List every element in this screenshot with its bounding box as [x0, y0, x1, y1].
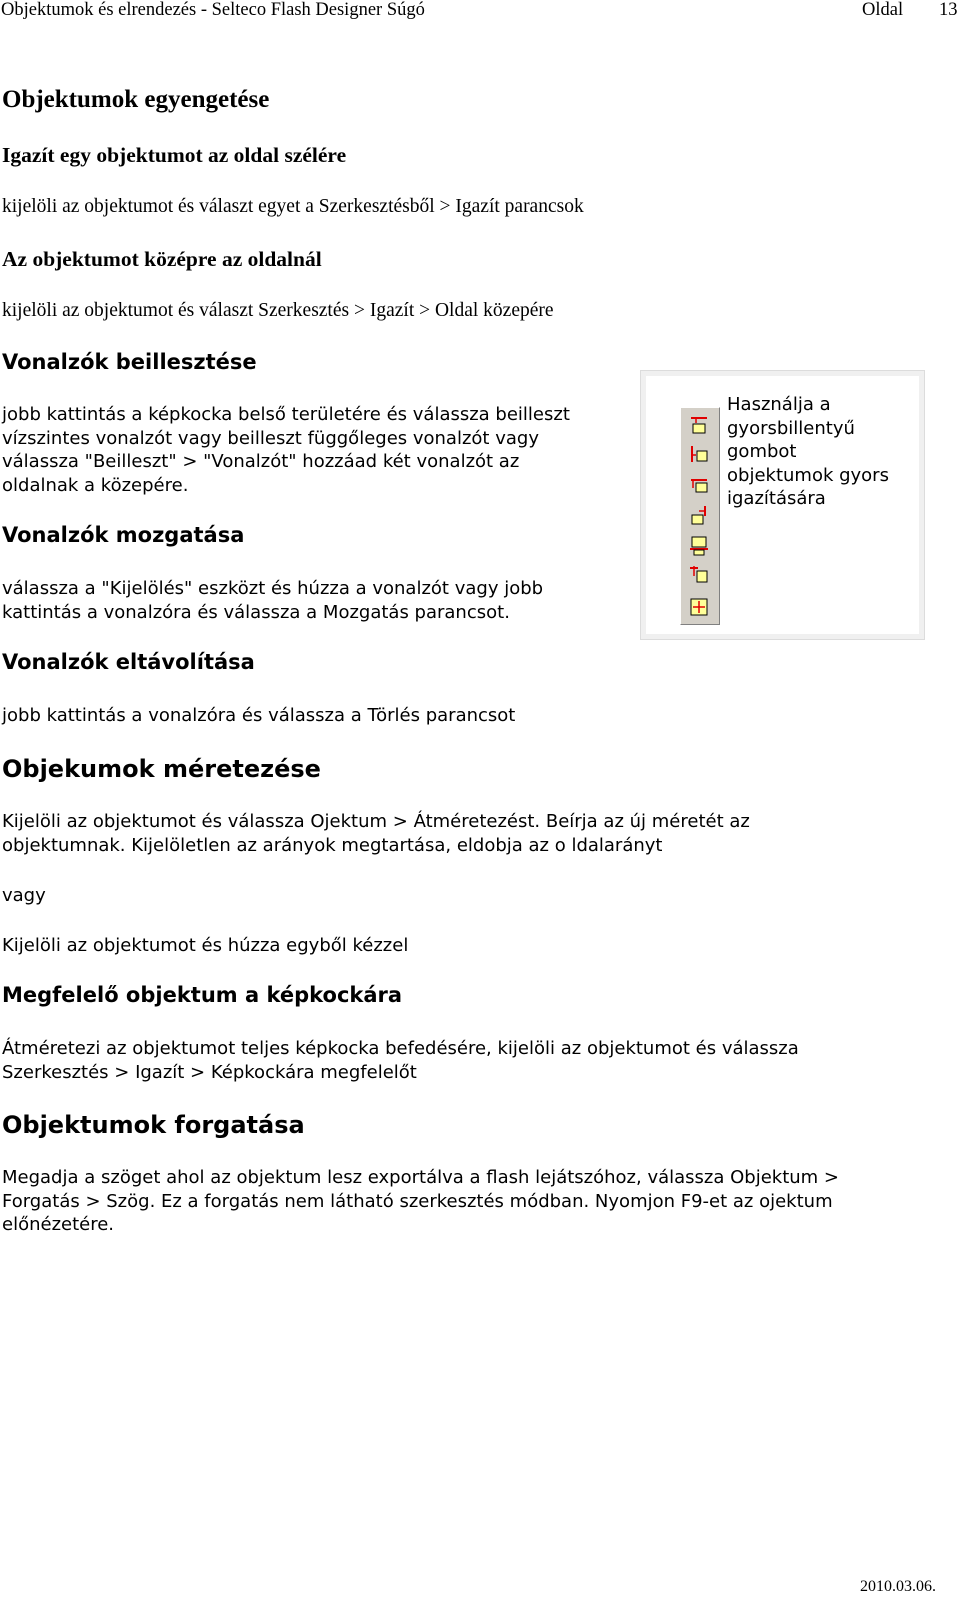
paragraph-resize-drag: Kijelöli az objektumot és húzza egyből kézzel — [2, 935, 409, 956]
text-line: válassza a "Kijelölés" eszközt és húzza a vonalzót vagy jobb — [2, 578, 544, 599]
align-vertical-center-icon[interactable] — [688, 474, 710, 496]
footer-date: 2010.03.06. — [860, 1578, 936, 1595]
text-line: objektumok gyors — [727, 464, 889, 486]
align-page-center-icon[interactable] — [688, 596, 710, 618]
paragraph-center: kijelöli az objektumot és választ Szerkesztés > Igazít > Oldal közepére — [2, 300, 554, 321]
section-title-fit: Megfelelő objektum a képkockára — [2, 983, 403, 1007]
text-line: Használja a — [727, 394, 831, 415]
align-top-icon[interactable] — [688, 414, 710, 436]
paragraph-guides-move — [2, 577, 543, 624]
section-title-guides-remove: Vonalzók eltávolítása — [2, 650, 255, 674]
section-title-rotate: Objektumok forgatása — [2, 1111, 305, 1139]
text-line: Megadja a szöget ahol az objektum lesz exportálva a flash lejátszóhoz, válassza Objektum > — [2, 1167, 840, 1188]
alignment-toolbar — [680, 407, 720, 625]
text-line: Forgatás > Szög. Ez a forgatás nem látható szerkesztés módban. Nyomjon F9-et az ojektum — [2, 1190, 833, 1212]
section-title-resize: Objekumok méretezése — [2, 755, 321, 783]
align-horizontal-center-icon[interactable] — [688, 534, 710, 556]
paragraph-or: vagy — [2, 885, 46, 906]
paragraph-rotate — [2, 1166, 839, 1237]
section-title-center: Az objektumot középre az oldalnál — [2, 247, 322, 271]
paragraph-align-edge: kijelöli az objektumot és választ egyet a Szerkesztésből > Igazít parancsok — [2, 196, 584, 217]
text-line: Átméretezi az objektumot teljes képkocka befedésére, kijelöli az objektumot és válassza — [2, 1038, 799, 1059]
text-line: válassza "Beilleszt" > "Vonalzót" hozzáad két vonalzót az — [2, 451, 520, 472]
section-title-align-edge: Igazít egy objektumot az oldal szélére — [2, 143, 347, 167]
paragraph-resize — [2, 810, 750, 857]
section-title-guides-insert: Vonalzók beillesztése — [2, 350, 257, 374]
text-line: gyorsbillentyű — [727, 417, 855, 439]
alignment-tip-text — [727, 393, 917, 511]
header-title: Objektumok és elrendezés - Selteco Flash Designer Súgó — [1, 0, 425, 20]
text-line: gombot — [727, 441, 797, 462]
text-line: előnézetére. — [2, 1214, 115, 1235]
paragraph-fit — [2, 1037, 799, 1084]
section-title-guides-move: Vonalzók mozgatása — [2, 523, 245, 547]
align-right-icon[interactable] — [688, 504, 710, 526]
text-line: jobb kattintás a képkocka belső területére és válassza beilleszt — [2, 404, 570, 425]
paragraph-guides-insert — [2, 403, 570, 497]
paragraph-guides-remove: jobb kattintás a vonalzóra és válassza a Törlés parancsot — [2, 705, 516, 726]
text-line: Szerkesztés > Igazít > Képkockára megfelelőt — [2, 1061, 417, 1083]
alignment-tip-panel — [640, 370, 925, 640]
header-page-label: Oldal — [862, 0, 904, 20]
text-line: oldalnak a közepére. — [2, 474, 189, 496]
text-line: objektumnak. Kijelöletlen az arányok megtartása, eldobja az o ldalarányt — [2, 834, 663, 856]
text-line: vízszintes vonalzót vagy beilleszt függőleges vonalzót vagy — [2, 427, 539, 449]
section-title-align: Objektumok egyengetése — [2, 86, 270, 113]
align-left-icon[interactable] — [688, 564, 710, 586]
align-bottom-icon[interactable] — [688, 444, 710, 466]
text-line: igazítására — [727, 488, 826, 509]
header-page-number: 13 — [939, 0, 958, 20]
text-line: kattintás a vonalzóra és válassza a Mozgatás parancsot. — [2, 601, 510, 623]
text-line: Kijelöli az objektumot és válassza Ojektum > Átméretezést. Beírja az új méretét az — [2, 811, 750, 832]
